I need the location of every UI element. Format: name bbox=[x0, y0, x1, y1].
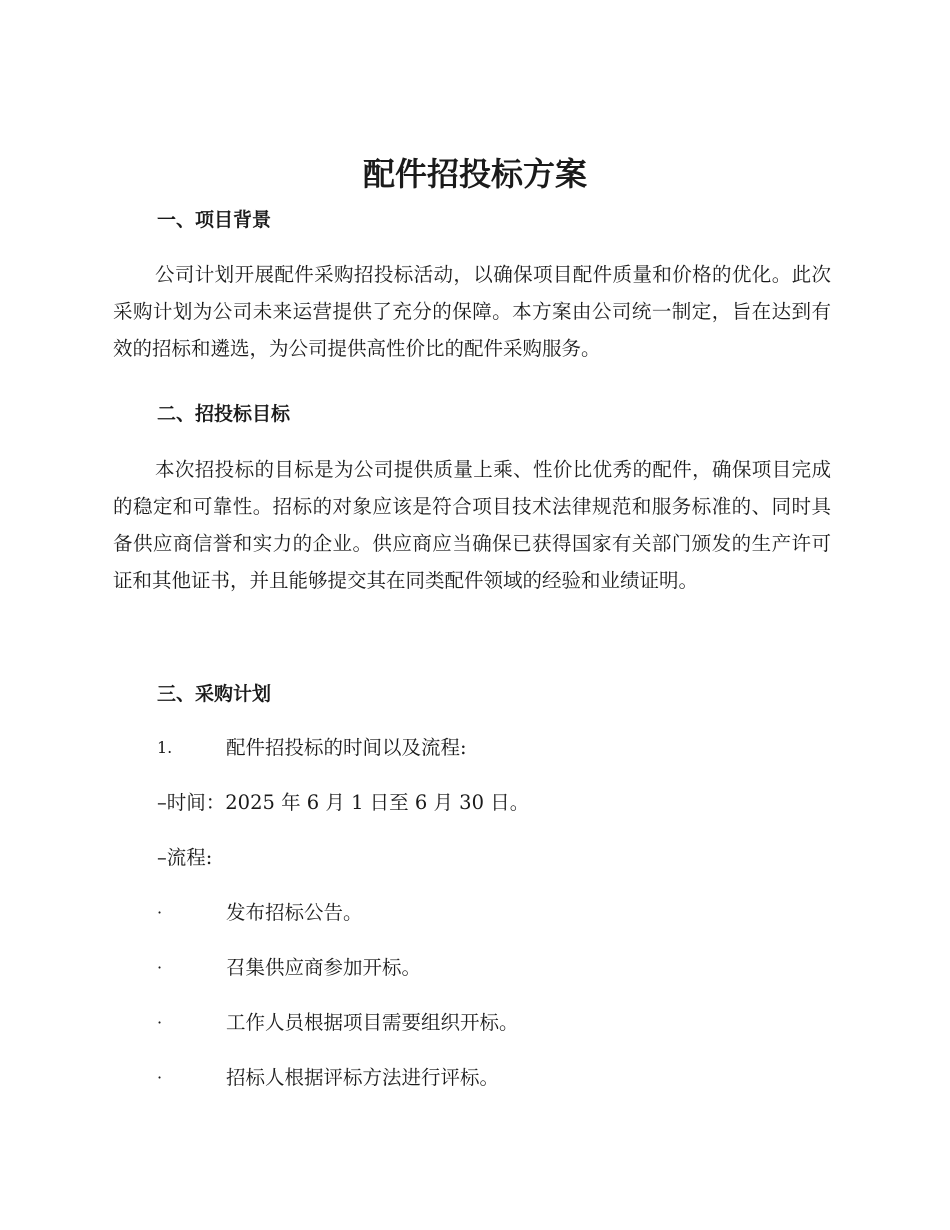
section-heading-procurement-plan: 三、采购计划 bbox=[157, 683, 272, 705]
numbered-item-text: 配件招投标的时间以及流程: bbox=[226, 736, 467, 759]
section-paragraph-background: 公司计划开展配件采购招投标活动，以确保项目配件质量和价格的优化。此次采购计划为公司未来运营提供了充分的保障。本方案由公司统一制定，旨在达到有效的招标和遴选，为公司提供高性价比的配件采购服务。 bbox=[113, 263, 831, 360]
section-heading-objectives: 二、招投标目标 bbox=[157, 403, 291, 425]
list-item-text: 发布招标公告。 bbox=[226, 901, 363, 924]
section-paragraph-objectives: 本次招投标的目标是为公司提供质量上乘、性价比优秀的配件，确保项目完成的稳定和可靠性。招标的对象应该是符合项目技术法律规范和服务标准的、同时具备供应商信誉和实力的企业。供应商应当确保已获得国家有关部门颁发的生产许可证和其他证书，并且能够提交其在同类配件领域的经验和业绩证明。 bbox=[113, 458, 831, 592]
bullet-marker: · bbox=[157, 958, 163, 977]
bullet-marker: · bbox=[157, 1068, 163, 1087]
list-item-text: 工作人员根据项目需要组织开标。 bbox=[226, 1011, 519, 1034]
process-label: –流程: bbox=[157, 846, 213, 869]
section-heading-background: 一、项目背景 bbox=[157, 209, 272, 231]
bullet-marker: · bbox=[157, 1013, 163, 1032]
document-title: 配件招投标方案 bbox=[362, 155, 587, 193]
schedule-time-line: –时间：2025 年 6 月 1 日至 6 月 30 日。 bbox=[157, 791, 530, 814]
list-item-text: 召集供应商参加开标。 bbox=[226, 956, 422, 979]
numbered-item-marker: 1. bbox=[157, 738, 173, 757]
list-item-text: 招标人根据评标方法进行评标。 bbox=[226, 1066, 500, 1089]
bullet-marker: · bbox=[157, 903, 163, 922]
